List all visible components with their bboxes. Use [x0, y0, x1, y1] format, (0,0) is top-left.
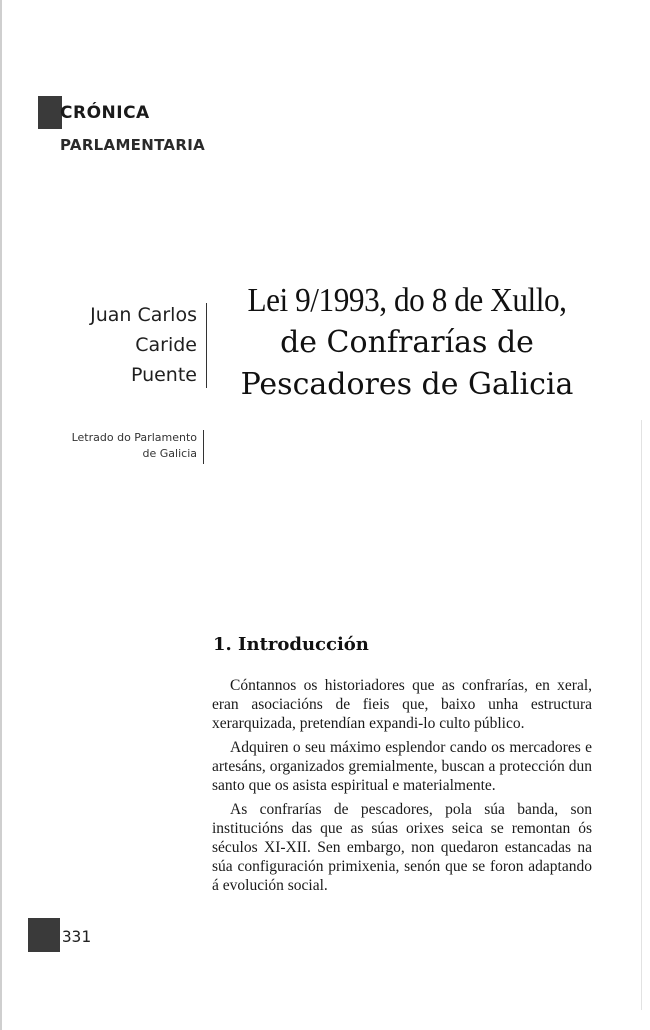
affiliation-line: de Galicia [142, 447, 197, 460]
page-marker-block [28, 918, 60, 952]
author-divider [206, 303, 207, 388]
section-heading: 1. Introducción [213, 634, 369, 655]
article-title [212, 280, 602, 406]
author-middle-name: Caride [135, 334, 197, 356]
page-edge-right [641, 420, 642, 1010]
section-marker-block [38, 96, 62, 129]
article-body [212, 676, 592, 900]
author-name [90, 300, 197, 390]
title-line: de Confrarías de [280, 325, 534, 360]
page-number: 331 [62, 927, 91, 946]
author-last-name: Puente [130, 364, 197, 386]
body-paragraph: Cóntannos os historiadores que as confrarías, en xeral, eran asociacións de fieis que, baixo unha estructura xerarquizada, pretendían expandi-lo culto público. [212, 677, 592, 732]
title-line: Lei 9/1993, do 8 de Xullo, [247, 282, 567, 319]
author-affiliation [72, 430, 197, 462]
section-subtitle: PARLAMENTARIA [60, 136, 205, 154]
author-first-name: Juan Carlos [90, 304, 197, 326]
title-line: Pescadores de Galicia [240, 367, 574, 402]
body-paragraph: As confrarías de pescadores, pola súa banda, son institucións das que as súas orixes seica se remontan ós séculos XI-XII. Sen embargo, non quedaron estancadas na súa configuración primixenia, senón que se foron adaptando á evolución social. [212, 801, 592, 894]
body-paragraph: Adquiren o seu máximo esplendor cando os mercadores e artesáns, organizados gremialmente, buscan a protección dun santo que os asista espiritual e materialmente. [212, 739, 592, 794]
section-title: CRÓNICA [60, 103, 150, 123]
page-edge [0, 0, 2, 1030]
affiliation-divider [203, 430, 204, 464]
affiliation-line: Letrado do Parlamento [71, 431, 197, 444]
